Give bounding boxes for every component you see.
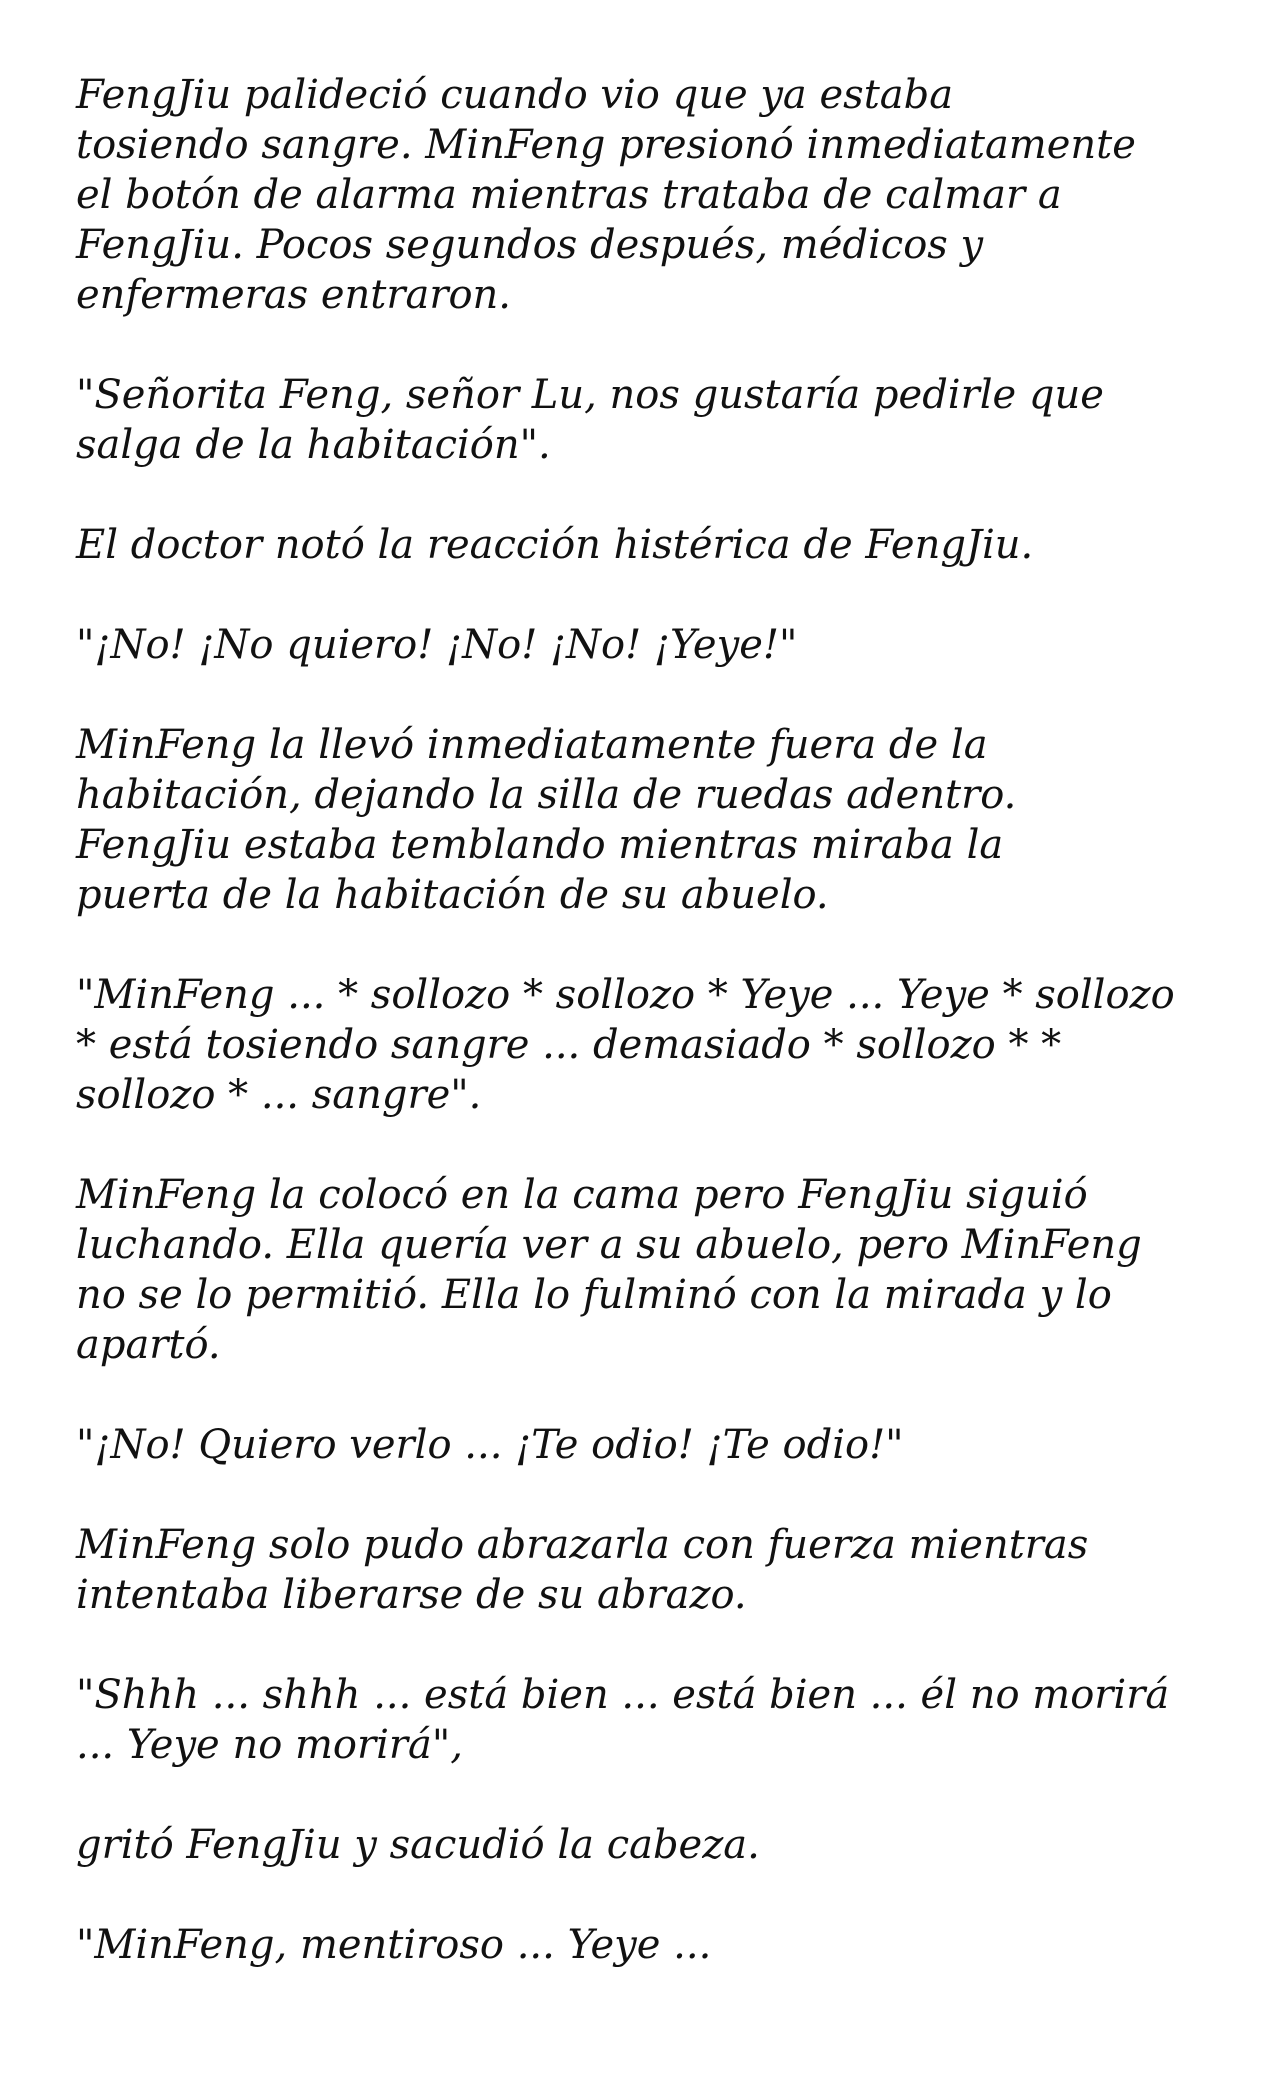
text-line: "MinFeng, mentiroso ... Yeye ... xyxy=(76,1922,712,1968)
text-line: "Señorita Feng, señor Lu, nos gustaría pedirle que xyxy=(76,372,1104,418)
paragraph xyxy=(76,1420,1216,1470)
text-line: * está tosiendo sangre ... demasiado * sollozo * * xyxy=(76,1022,1062,1068)
story-text xyxy=(76,70,1216,2020)
text-line: "MinFeng ... * sollozo * sollozo * Yeye ... Yeye * sollozo xyxy=(76,972,1175,1018)
text-line: "¡No! Quiero verlo ... ¡Te odio! ¡Te odio!" xyxy=(76,1422,904,1468)
paragraph xyxy=(76,620,1216,670)
text-line: puerta de la habitación de su abuelo. xyxy=(76,872,829,918)
text-line: FengJiu palideció cuando vio que ya estaba xyxy=(76,72,954,118)
paragraph xyxy=(76,1920,1216,1970)
paragraph xyxy=(76,1170,1216,1370)
paragraph xyxy=(76,1820,1216,1870)
text-line: el botón de alarma mientras trataba de calmar a xyxy=(76,172,1062,218)
text-line: sollozo * ... sangre". xyxy=(76,1072,482,1118)
text-line: gritó FengJiu y sacudió la cabeza. xyxy=(76,1822,760,1868)
text-line: intentaba liberarse de su abrazo. xyxy=(76,1572,747,1618)
text-line: "Shhh ... shhh ... está bien ... está bien ... él no morirá xyxy=(76,1672,1170,1718)
paragraph xyxy=(76,70,1216,320)
paragraph xyxy=(76,370,1216,470)
text-line: FengJiu estaba temblando mientras miraba la xyxy=(76,822,1004,868)
text-line: tosiendo sangre. MinFeng presionó inmediatamente xyxy=(76,122,1136,168)
text-line: MinFeng la colocó en la cama pero FengJiu siguió xyxy=(76,1172,1088,1218)
text-line: enfermeras entraron. xyxy=(76,272,511,318)
text-line: no se lo permitió. Ella lo fulminó con la mirada y lo xyxy=(76,1272,1112,1318)
text-line: luchando. Ella quería ver a su abuelo, pero MinFeng xyxy=(76,1222,1142,1268)
text-line: salga de la habitación". xyxy=(76,422,551,468)
text-line: El doctor notó la reacción histérica de FengJiu. xyxy=(76,522,1034,568)
text-line: MinFeng la llevó inmediatamente fuera de la xyxy=(76,722,988,768)
text-line: MinFeng solo pudo abrazarla con fuerza mientras xyxy=(76,1522,1089,1568)
paragraph xyxy=(76,520,1216,570)
text-line: apartó. xyxy=(76,1322,221,1368)
paragraph xyxy=(76,720,1216,920)
text-line: habitación, dejando la silla de ruedas adentro. xyxy=(76,772,1017,818)
paragraph xyxy=(76,1520,1216,1620)
paragraph xyxy=(76,1670,1216,1770)
text-line: FengJiu. Pocos segundos después, médicos y xyxy=(76,222,984,268)
paragraph xyxy=(76,970,1216,1120)
text-line: ... Yeye no morirá", xyxy=(76,1722,464,1768)
text-line: "¡No! ¡No quiero! ¡No! ¡No! ¡Yeye!" xyxy=(76,622,798,668)
